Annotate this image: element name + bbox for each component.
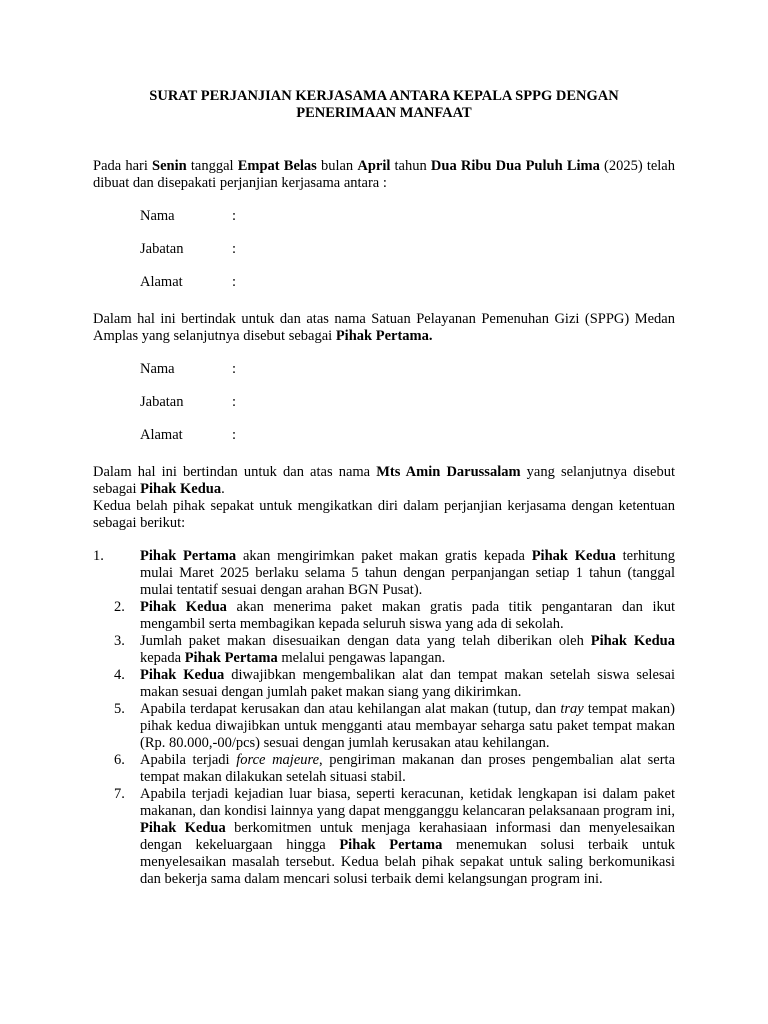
field-row-address bbox=[140, 274, 675, 291]
first-party-text: Dalam hal ini bertindak untuk dan atas nama Satuan Pelayanan Pemenuhan Gizi (SPPG) Medan Amplas yang selanjutnya disebut sebagai bbox=[93, 311, 675, 344]
field-label-address: Alamat bbox=[140, 274, 183, 290]
second-party-school: Mts Amin Darussalam bbox=[376, 464, 521, 480]
term-number: 4. bbox=[114, 667, 125, 683]
term-item-4 bbox=[93, 667, 675, 701]
intro-date: Empat Belas bbox=[237, 158, 317, 174]
second-party-paragraph bbox=[93, 464, 675, 498]
field-colon: : bbox=[232, 208, 237, 224]
term-number: 2. bbox=[114, 599, 125, 615]
intro-month: April bbox=[357, 158, 391, 174]
term-text: menemukan solusi terbaik untuk menyelesaikan masalah tersebut. Kedua belah pihak sepakat untuk saling berkomunikasi dan bekerja sama dalam mencari solusi terbaik demi kelangsungan program ini. bbox=[140, 837, 675, 887]
field-row-position bbox=[140, 241, 675, 258]
term-bold: Pihak Kedua bbox=[140, 599, 227, 615]
field-row-address bbox=[140, 427, 675, 444]
term-text: berkomitmen untuk menjaga kerahasiaan informasi dan menyelesaikan dengan kekeluargaan hingga bbox=[140, 820, 675, 853]
intro-text: bulan bbox=[316, 158, 358, 174]
document-title bbox=[93, 88, 675, 122]
second-party-text: Dalam hal ini bertindan untuk dan atas nama bbox=[93, 464, 377, 480]
field-row-position bbox=[140, 394, 675, 411]
field-colon: : bbox=[232, 241, 237, 257]
term-text: Apabila terjadi kejadian luar biasa, seperti keracunan, ketidak lengkapan isi dalam paket makanan, dan kondisi lainnya yang dapat mengganggu kelancaran pelaksanaan program ini, bbox=[140, 786, 675, 819]
term-bold: Pihak Kedua bbox=[140, 667, 225, 683]
term-bold: Pihak Kedua bbox=[140, 820, 226, 836]
term-text: , pengiriman makanan dan proses pengembalian alat serta tempat makan dilakukan setelah situasi stabil. bbox=[140, 752, 676, 785]
intro-text: tanggal bbox=[186, 158, 238, 174]
intro-paragraph bbox=[93, 158, 675, 192]
first-party-fields bbox=[140, 208, 675, 291]
term-text: akan mengirimkan paket makan gratis kepada bbox=[236, 548, 532, 564]
first-party-role: Pihak Pertama. bbox=[335, 328, 433, 344]
term-number: 6. bbox=[114, 752, 125, 768]
second-party-text: . bbox=[221, 481, 225, 497]
intro-text: (2025) telah dibuat dan disepakati perjanjian kerjasama antara : bbox=[93, 158, 675, 191]
intro-year: Dua Ribu Dua Puluh Lima bbox=[430, 158, 600, 174]
terms-list bbox=[93, 548, 675, 888]
term-item-1 bbox=[93, 548, 675, 599]
intro-text: tahun bbox=[390, 158, 431, 174]
term-italic: force majeure bbox=[236, 752, 320, 768]
term-text: Apabila terjadi bbox=[140, 752, 237, 768]
second-party-fields bbox=[140, 361, 675, 444]
term-bold: Pihak Pertama bbox=[140, 548, 237, 564]
term-text: diwajibkan mengembalikan alat dan tempat makan setelah siswa selesai makan sesuai dengan jumlah paket makan siang yang dikirimkan. bbox=[140, 667, 675, 700]
second-party-text: yang selanjutnya disebut sebagai bbox=[93, 464, 675, 497]
field-colon: : bbox=[232, 427, 237, 443]
document-page bbox=[93, 88, 675, 888]
term-item-6 bbox=[93, 752, 675, 786]
field-label-position: Jabatan bbox=[140, 394, 184, 410]
term-text: melalui pengawas lapangan. bbox=[277, 650, 446, 666]
term-bold: Pihak Pertama bbox=[339, 837, 443, 853]
title-line-1: SURAT PERJANJIAN KERJASAMA ANTARA KEPALA SPPG DENGAN bbox=[149, 88, 619, 104]
agreement-paragraph: Kedua belah pihak sepakat untuk mengikatkan diri dalam perjanjian kerjasama dengan ketentuan sebagai berikut: bbox=[93, 498, 675, 531]
field-row-name bbox=[140, 361, 675, 378]
field-label-name: Nama bbox=[140, 361, 175, 377]
term-bold: Pihak Pertama bbox=[184, 650, 278, 666]
field-label-address: Alamat bbox=[140, 427, 183, 443]
first-party-paragraph bbox=[93, 311, 675, 345]
intro-day: Senin bbox=[152, 158, 187, 174]
field-row-name bbox=[140, 208, 675, 225]
term-number: 3. bbox=[114, 633, 125, 649]
term-text: Jumlah paket makan disesuaikan dengan data yang telah diberikan oleh bbox=[140, 633, 591, 649]
term-text: Apabila terdapat kerusakan dan atau kehilangan alat makan (tutup, dan bbox=[140, 701, 561, 717]
term-text: kepada bbox=[140, 650, 185, 666]
term-number: 5. bbox=[114, 701, 125, 717]
intro-text: Pada hari bbox=[93, 158, 153, 174]
term-bold: Pihak Kedua bbox=[531, 548, 616, 564]
term-item-2 bbox=[93, 599, 675, 633]
term-item-5 bbox=[93, 701, 675, 752]
term-item-7 bbox=[93, 786, 675, 888]
term-italic: tray bbox=[560, 701, 584, 717]
term-text: akan menerima paket makan gratis pada titik pengantaran dan ikut mengambil serta membagikan kepada seluruh siswa yang ada di sekolah. bbox=[140, 599, 676, 632]
term-text: terhitung mulai Maret 2025 berlaku selama 5 tahun dengan perpanjangan setiap 1 tahun (tanggal mulai tentatif sesuai dengan arahan BGN Pusat). bbox=[140, 548, 675, 598]
field-colon: : bbox=[232, 394, 237, 410]
term-number: 1. bbox=[93, 548, 104, 564]
field-label-name: Nama bbox=[140, 208, 175, 224]
field-colon: : bbox=[232, 361, 237, 377]
term-item-3 bbox=[93, 633, 675, 667]
term-bold: Pihak Kedua bbox=[590, 633, 675, 649]
term-text: tempat makan) pihak kedua diwajibkan untuk mengganti atau membayar seharga satu paket tempat makan (Rp. 80.000,-00/pcs) sesuai dengan jumlah kerusakan atau kehilangan. bbox=[140, 701, 675, 751]
second-party-role: Pihak Kedua bbox=[140, 481, 222, 497]
title-line-2: PENERIMAAN MANFAAT bbox=[296, 105, 472, 121]
field-label-position: Jabatan bbox=[140, 241, 184, 257]
term-number: 7. bbox=[114, 786, 125, 802]
field-colon: : bbox=[232, 274, 237, 290]
